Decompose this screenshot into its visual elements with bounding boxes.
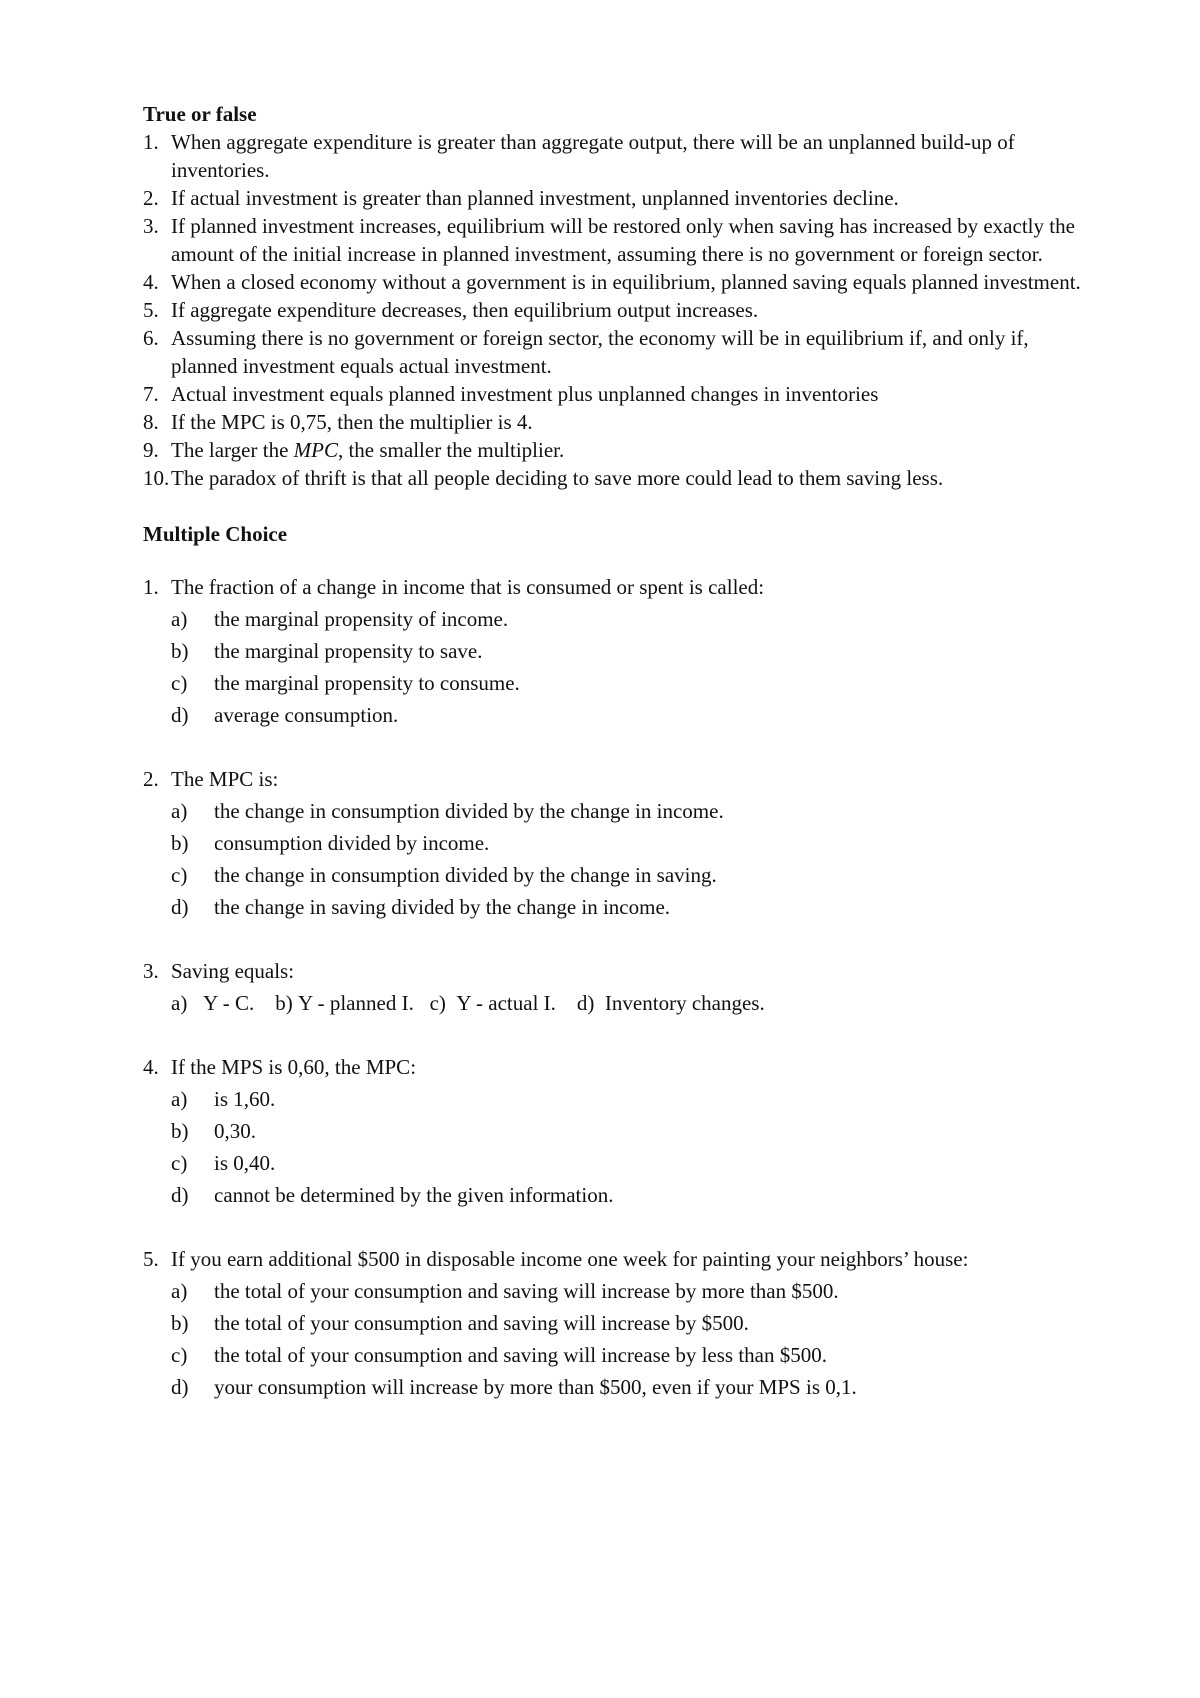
item-text-before: The larger the [171, 438, 294, 462]
option [171, 1275, 1083, 1307]
option-text: the change in saving divided by the change in income. [214, 895, 671, 919]
option-list [143, 1083, 1083, 1211]
option [171, 635, 1083, 667]
option [171, 1115, 1083, 1147]
option [171, 1179, 1083, 1211]
question-4 [143, 1051, 1083, 1211]
item-text: If actual investment is greater than planned investment, unplanned inventories decline. [171, 186, 899, 210]
option [171, 1307, 1083, 1339]
option-text: the change in consumption divided by the change in income. [214, 799, 724, 823]
item-number: 1. [143, 130, 159, 154]
question-line [143, 1051, 1083, 1083]
option-letter: b) [171, 831, 189, 855]
item-text: If planned investment increases, equilibrium will be restored only when saving has increased by exactly the amount of the initial increase in planned investment, assuming there is no government or foreign sector. [171, 214, 1075, 266]
question-text: Saving equals: [171, 959, 295, 983]
option-letter: b) [171, 639, 189, 663]
item-text: The paradox of thrift is that all people deciding to save more could lead to them saving less. [171, 466, 944, 490]
inline-option-row [143, 987, 1083, 1019]
option [171, 1339, 1083, 1371]
question-spacer [143, 1019, 1083, 1051]
section-spacer [143, 492, 1083, 520]
question-text: The MPC is: [171, 767, 279, 791]
question-line [143, 955, 1083, 987]
true-false-item [143, 184, 1083, 212]
item-number: 8. [143, 410, 159, 434]
option-letter: a) [171, 799, 188, 823]
option-letter: d) [171, 1375, 189, 1399]
item-text: Actual investment equals planned investment plus unplanned changes in inventories [171, 382, 879, 406]
option-letter: c) [429, 991, 446, 1015]
true-false-item [143, 212, 1083, 268]
option-text: 0,30. [214, 1119, 256, 1143]
question-5 [143, 1243, 1083, 1403]
option-text: the marginal propensity to save. [214, 639, 483, 663]
question-2 [143, 763, 1083, 923]
true-false-item [143, 380, 1083, 408]
option-text: your consumption will increase by more than $500, even if your MPS is 0,1. [214, 1375, 857, 1399]
item-text-after: , the smaller the multiplier. [337, 438, 565, 462]
option-text: the total of your consumption and saving will increase by $500. [214, 1311, 749, 1335]
item-number: 2. [143, 186, 159, 210]
option-letter: b) [275, 991, 293, 1015]
option-text: Y - planned I. [297, 991, 414, 1015]
item-text: If aggregate expenditure decreases, then equilibrium output increases. [171, 298, 759, 322]
item-number: 6. [143, 326, 159, 350]
option-letter: d) [171, 1183, 189, 1207]
option-text: the marginal propensity to consume. [214, 671, 520, 695]
option [171, 1083, 1083, 1115]
item-text: When aggregate expenditure is greater than aggregate output, there will be an unplanned build-up of inventories. [171, 130, 1015, 182]
option [171, 795, 1083, 827]
option-letter: b) [171, 1311, 189, 1335]
question-text: If you earn additional $500 in disposable income one week for painting your neighbors’ house: [171, 1247, 969, 1271]
multiple-choice-heading: Multiple Choice [143, 522, 288, 546]
true-false-item [143, 128, 1083, 184]
option [171, 1371, 1083, 1403]
option [171, 603, 1083, 635]
item-text: When a closed economy without a government is in equilibrium, planned saving equals planned investment. [171, 270, 1081, 294]
true-false-item [143, 436, 1083, 464]
question-spacer [143, 923, 1083, 955]
option-letter: c) [171, 1151, 188, 1175]
option-text: is 1,60. [214, 1087, 276, 1111]
question-text: The fraction of a change in income that is consumed or spent is called: [171, 575, 765, 599]
item-number: 5. [143, 298, 159, 322]
question-text: If the MPS is 0,60, the MPC: [171, 1055, 417, 1079]
option-text: Y - C. [203, 991, 255, 1015]
true-false-list [143, 128, 1083, 492]
section-spacer [143, 548, 1083, 571]
option-letter: a) [171, 991, 188, 1015]
item-number: 4. [143, 270, 159, 294]
option-letter: d) [171, 895, 189, 919]
question-3 [143, 955, 1083, 1019]
option-text: the change in consumption divided by the change in saving. [214, 863, 717, 887]
item-number: 7. [143, 382, 159, 406]
option-text: the total of your consumption and saving will increase by more than $500. [214, 1279, 839, 1303]
item-text: Assuming there is no government or foreign sector, the economy will be in equilibrium if, and only if, planned investment equals actual investment. [171, 326, 1029, 378]
option-letter: a) [171, 1279, 188, 1303]
question-number: 5. [143, 1247, 159, 1271]
option-text: the marginal propensity of income. [214, 607, 509, 631]
item-text-italic: MPC [293, 438, 338, 462]
option-letter: b) [171, 1119, 189, 1143]
option [171, 827, 1083, 859]
question-line [143, 571, 1083, 603]
item-number: 3. [143, 214, 159, 238]
option-text: Y - actual I. [456, 991, 556, 1015]
question-1 [143, 571, 1083, 731]
question-number: 1. [143, 575, 159, 599]
option-text: consumption divided by income. [214, 831, 490, 855]
true-false-item [143, 324, 1083, 380]
question-line [143, 1243, 1083, 1275]
option [171, 891, 1083, 923]
option [171, 667, 1083, 699]
question-number: 3. [143, 959, 159, 983]
item-text [171, 436, 1083, 464]
option-text: Inventory changes. [604, 991, 765, 1015]
true-false-item [143, 464, 1083, 492]
item-number: 9. [143, 438, 159, 462]
question-line [143, 763, 1083, 795]
true-false-heading: True or false [143, 102, 257, 126]
option-text: average consumption. [214, 703, 399, 727]
question-spacer [143, 1211, 1083, 1243]
option-letter: d) [171, 703, 189, 727]
option-list [143, 603, 1083, 731]
option-list [143, 795, 1083, 923]
option-letter: a) [171, 1087, 188, 1111]
option [171, 859, 1083, 891]
option [171, 699, 1083, 731]
option-list [143, 1275, 1083, 1403]
question-number: 4. [143, 1055, 159, 1079]
option-letter: a) [171, 607, 188, 631]
true-false-item [143, 268, 1083, 296]
option-text: is 0,40. [214, 1151, 276, 1175]
option-letter: c) [171, 1343, 188, 1367]
question-number: 2. [143, 767, 159, 791]
option-letter: c) [171, 671, 188, 695]
true-false-item [143, 296, 1083, 324]
document-content [143, 100, 1083, 1403]
option-letter: c) [171, 863, 188, 887]
item-text: If the MPC is 0,75, then the multiplier is 4. [171, 410, 533, 434]
option-text: the total of your consumption and saving will increase by less than $500. [214, 1343, 827, 1367]
option-text: cannot be determined by the given information. [214, 1183, 614, 1207]
question-spacer [143, 731, 1083, 763]
true-false-item [143, 408, 1083, 436]
option [171, 1147, 1083, 1179]
item-number: 10. [143, 466, 170, 490]
option-letter: d) [576, 991, 595, 1015]
